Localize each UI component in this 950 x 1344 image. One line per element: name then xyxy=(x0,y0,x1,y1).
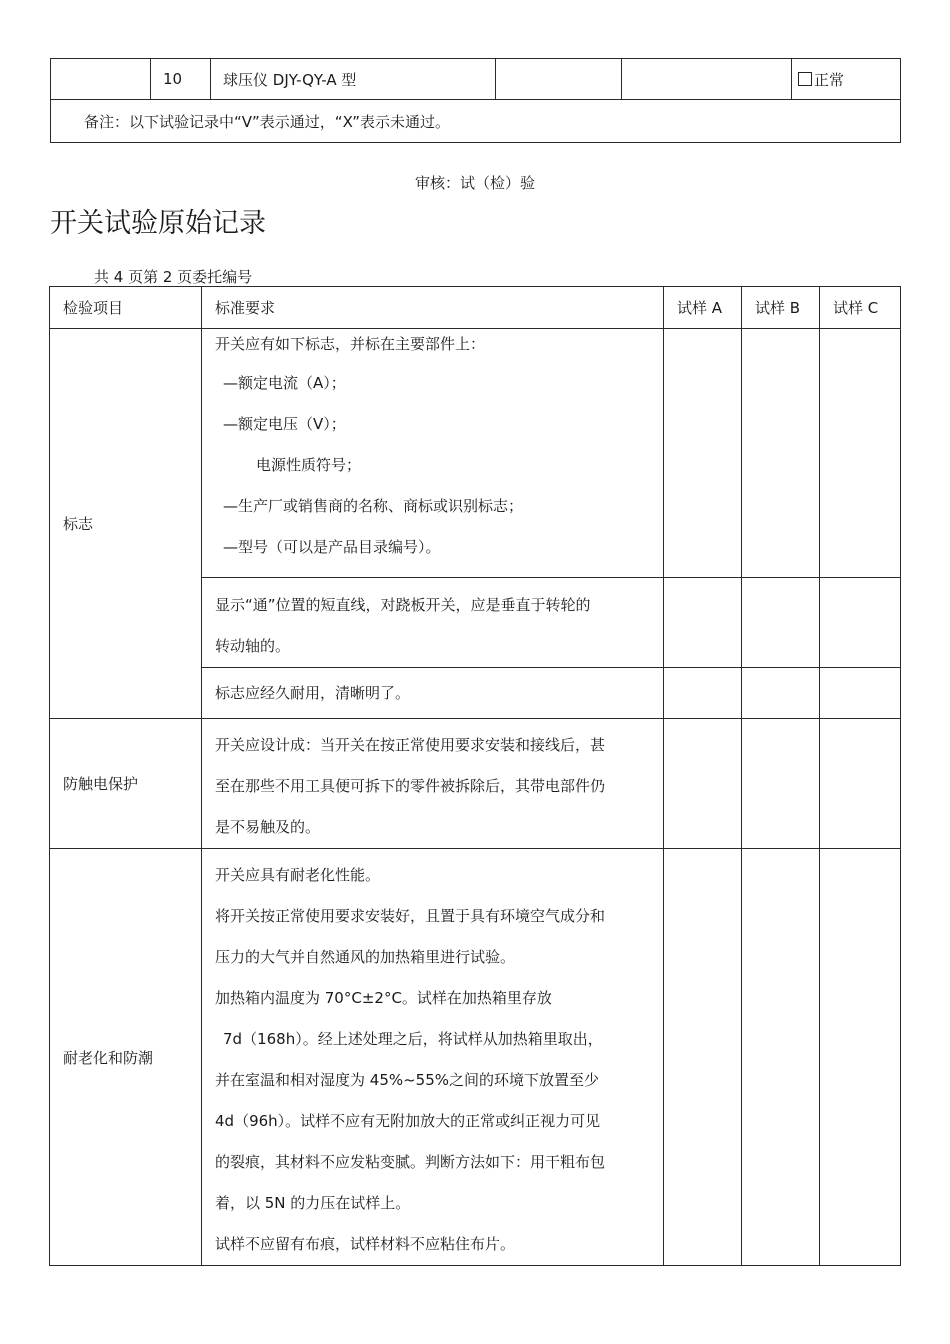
standard-cell xyxy=(202,329,664,578)
standard-line: 电源性质符号； xyxy=(256,456,362,474)
standard-line: 加热箱内温度为 70°C±2°C。试样在加热箱里存放 xyxy=(215,989,552,1007)
table-header-row xyxy=(50,287,901,329)
standard-line: —额定电流（A）； xyxy=(223,374,346,392)
header-standard: 标准要求 xyxy=(202,287,664,329)
standard-line: 并在室温和相对湿度为 45%~55%之间的环境下放置至少 xyxy=(215,1071,600,1089)
standard-line: 着，以 5N 的力压在试样上。 xyxy=(215,1194,411,1212)
item-marking: 标志 xyxy=(50,329,202,719)
item-aging-moisture: 耐老化和防潮 xyxy=(50,849,202,1266)
standard-line: —生产厂或销售商的名称、商标或识别标志； xyxy=(223,497,524,515)
standard-line: 压力的大气并自然通风的加热箱里进行试验。 xyxy=(215,948,516,966)
record-table xyxy=(49,286,901,1266)
standard-line: —额定电压（V）； xyxy=(223,415,346,433)
standard-line: 显示“通”位置的短直线，对跷板开关，应是垂直于转轮的 xyxy=(215,596,591,614)
sample-b-cell xyxy=(742,578,820,668)
standard-line: 开关应设计成：当开关在按正常使用要求安装和接线后，甚 xyxy=(215,736,606,754)
standard-line: 试样不应留有布痕，试样材料不应粘住布片。 xyxy=(215,1235,516,1253)
standard-line: 的裂痕，其材料不应发粘变腻。判断方法如下：用干粗布包 xyxy=(215,1153,606,1171)
empty-cell xyxy=(496,59,622,100)
equipment-status-label: 正常 xyxy=(814,70,845,89)
standard-cell xyxy=(202,668,664,719)
note-text: 备注：以下试验记录中“V”表示通过，“X”表示未通过。 xyxy=(51,100,901,143)
item-shock-protection: 防触电保护 xyxy=(50,719,202,849)
sample-a-cell xyxy=(664,719,742,849)
standard-cell xyxy=(202,849,664,1266)
sample-a-cell xyxy=(664,578,742,668)
sample-a-cell xyxy=(664,668,742,719)
equipment-name: 球压仪 DJY-QY-A 型 xyxy=(211,59,496,100)
sample-b-cell xyxy=(742,668,820,719)
standard-line: 7d（168h）。经上述处理之后，将试样从加热箱里取出， xyxy=(223,1030,603,1048)
table-row xyxy=(50,719,901,849)
standard-line: 至在那些不用工具便可拆下的零件被拆除后，其带电部件仍 xyxy=(215,777,606,795)
equipment-row xyxy=(51,59,901,100)
standard-line: 开关应具有耐老化性能。 xyxy=(215,866,381,884)
sample-c-cell xyxy=(820,668,901,719)
standard-line: 开关应有如下标志，并标在主要部件上： xyxy=(215,335,486,353)
page-info: 共 4 页第 2 页委托编号 xyxy=(94,268,253,286)
header-sample-a: 试样 A xyxy=(664,287,742,329)
standard-line: —型号（可以是产品目录编号）。 xyxy=(223,538,441,556)
sample-c-cell xyxy=(820,329,901,578)
sample-c-cell xyxy=(820,578,901,668)
checkbox-icon xyxy=(798,72,812,86)
standard-line: 是不易触及的。 xyxy=(215,818,321,836)
header-sample-c: 试样 C xyxy=(820,287,901,329)
empty-cell xyxy=(51,59,151,100)
sample-c-cell xyxy=(820,719,901,849)
standard-line: 标志应经久耐用，清晰明了。 xyxy=(215,683,411,702)
page-title: 开关试验原始记录 xyxy=(50,208,266,239)
equipment-table xyxy=(50,58,901,143)
sample-a-cell xyxy=(664,849,742,1266)
sample-a-cell xyxy=(664,329,742,578)
sample-b-cell xyxy=(742,719,820,849)
sample-b-cell xyxy=(742,849,820,1266)
note-row xyxy=(51,100,901,143)
standard-cell xyxy=(202,719,664,849)
table-row xyxy=(50,329,901,578)
empty-cell xyxy=(622,59,792,100)
header-sample-b: 试样 B xyxy=(742,287,820,329)
table-row xyxy=(50,849,901,1266)
sample-b-cell xyxy=(742,329,820,578)
sample-c-cell xyxy=(820,849,901,1266)
standard-line: 转动轴的。 xyxy=(215,637,291,655)
equipment-number: 10 xyxy=(151,59,211,100)
equipment-status xyxy=(792,59,901,100)
header-item: 检验项目 xyxy=(50,287,202,329)
standard-line: 将开关按正常使用要求安装好，且置于具有环境空气成分和 xyxy=(215,907,606,925)
standard-cell xyxy=(202,578,664,668)
standard-line: 4d（96h）。试样不应有无附加放大的正常或纠正视力可见 xyxy=(215,1112,601,1130)
review-line: 审核：试（检）验 xyxy=(414,174,535,192)
